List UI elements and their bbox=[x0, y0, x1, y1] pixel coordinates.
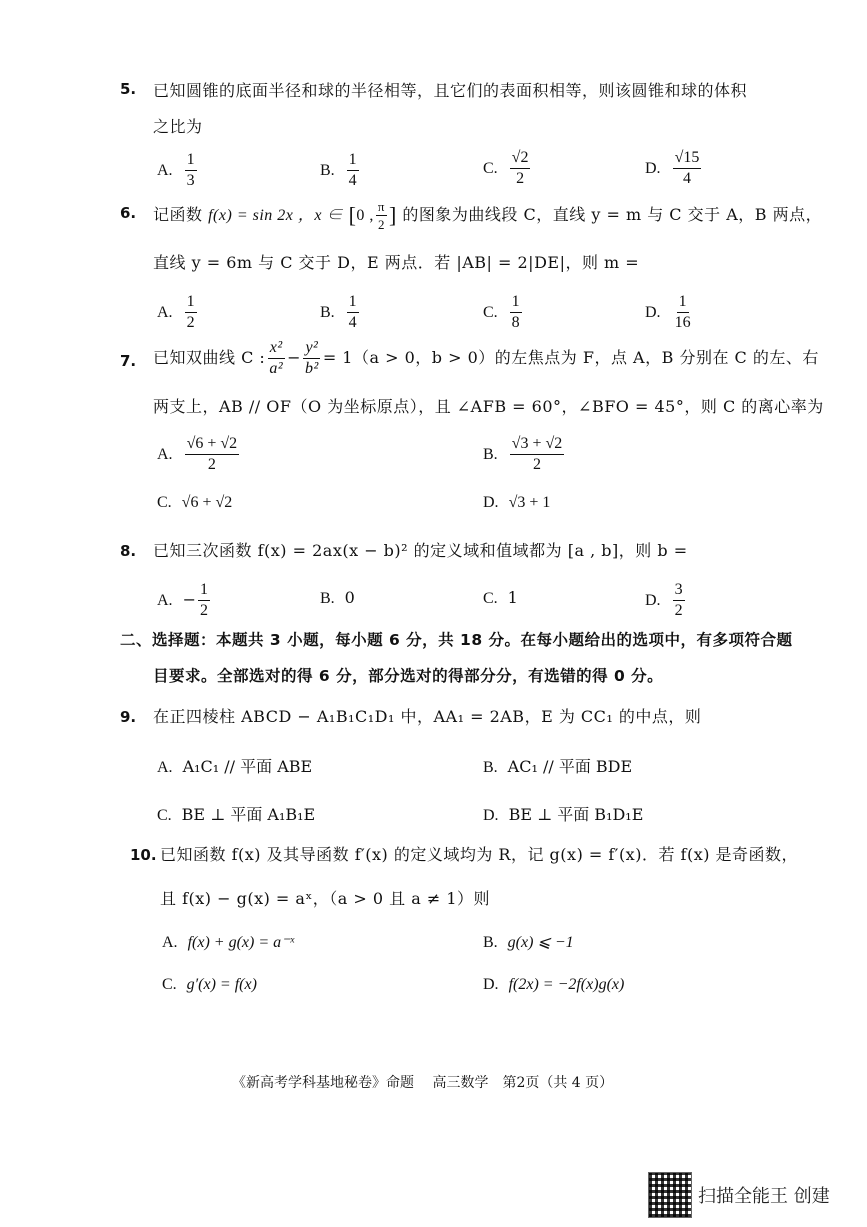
math-expression: f(x) = sin 2x ，x ∈ bbox=[208, 207, 343, 224]
question-text: 两支上，AB // OF（O 为坐标原点），且 ∠AFB = 60°，∠BFO = 45°，则 C 的离心率为 bbox=[153, 397, 824, 416]
question-text: 已知函数 f(x) 及其导函数 f′(x) 的定义域均为 R，记 g(x) = f′(x)．若 f(x) 是奇函数， bbox=[160, 845, 799, 864]
option-b[interactable] bbox=[483, 932, 574, 952]
question-text: 已知三次函数 f(x) = 2ax(x − b)² 的定义域和值域都为 [a , b]，则 b = bbox=[153, 541, 688, 560]
option-b[interactable] bbox=[320, 294, 361, 331]
option-b[interactable] bbox=[320, 588, 355, 608]
option-a[interactable] bbox=[157, 754, 312, 777]
option-text: √6 + √2 bbox=[181, 494, 233, 511]
numerator: 1 bbox=[677, 294, 689, 313]
question-text bbox=[153, 340, 819, 377]
option-a[interactable] bbox=[157, 152, 199, 189]
option-label: B. bbox=[320, 590, 335, 607]
option-label: B. bbox=[483, 759, 498, 776]
option-c[interactable] bbox=[483, 588, 518, 608]
option-label: D. bbox=[483, 807, 499, 824]
numerator: √6 + √2 bbox=[185, 436, 240, 455]
question-number: 9. bbox=[120, 708, 137, 726]
text-segment: = 1（a > 0，b > 0）的左焦点为 F，点 A，B 分别在 C 的左、右 bbox=[322, 348, 819, 367]
option-text: √3 + 1 bbox=[508, 494, 551, 511]
option-label: B. bbox=[483, 934, 498, 951]
option-text: 0 bbox=[344, 588, 355, 607]
option-label: C. bbox=[157, 494, 172, 511]
option-label: D. bbox=[483, 976, 499, 993]
option-d[interactable] bbox=[483, 802, 643, 825]
question-text: 在正四棱柱 ABCD − A₁B₁C₁D₁ 中，AA₁ = 2AB，E 为 CC₁ 的中点，则 bbox=[153, 707, 702, 726]
option-d[interactable] bbox=[645, 294, 695, 331]
qr-code-icon bbox=[648, 1172, 692, 1218]
numerator: 1 bbox=[347, 152, 359, 171]
question-number: 6. bbox=[120, 204, 137, 222]
option-label: C. bbox=[483, 304, 498, 321]
option-b[interactable] bbox=[483, 754, 632, 777]
option-label: C. bbox=[157, 807, 172, 824]
option-label: C. bbox=[162, 976, 177, 993]
option-label: D. bbox=[645, 304, 661, 321]
option-label: B. bbox=[483, 446, 498, 463]
denominator: 2 bbox=[207, 456, 216, 473]
question-number: 8. bbox=[120, 542, 137, 560]
denominator: 2 bbox=[532, 456, 541, 473]
option-text: f(2x) = −2f(x)g(x) bbox=[508, 976, 625, 993]
option-a[interactable] bbox=[162, 932, 294, 952]
option-label: A. bbox=[157, 304, 173, 321]
denominator: b² bbox=[305, 360, 319, 377]
option-text: AC₁ // 平面 BDE bbox=[507, 757, 633, 776]
watermark-text: 扫描全能王 创建 bbox=[698, 1186, 830, 1207]
question-number: 7. bbox=[120, 352, 137, 370]
numerator: √3 + √2 bbox=[510, 436, 565, 455]
question-text: 且 f(x) − g(x) = aˣ，（a > 0 且 a ≠ 1）则 bbox=[160, 889, 491, 908]
option-label: B. bbox=[320, 304, 335, 321]
option-label: B. bbox=[320, 162, 335, 179]
denominator: 3 bbox=[186, 172, 195, 189]
denominator: 2 bbox=[186, 314, 195, 331]
numerator: 1 bbox=[347, 294, 359, 313]
text-segment: 的图象为曲线段 C，直线 y = m 与 C 交于 A，B 两点， bbox=[402, 205, 823, 224]
option-label: A. bbox=[157, 592, 173, 609]
denominator: 2 bbox=[516, 170, 525, 187]
option-a[interactable] bbox=[157, 436, 241, 473]
denominator: 16 bbox=[674, 314, 691, 331]
question-number: 5. bbox=[120, 80, 137, 98]
option-label: C. bbox=[483, 160, 498, 177]
denominator: 4 bbox=[682, 170, 691, 187]
option-label: C. bbox=[483, 590, 498, 607]
option-c[interactable] bbox=[157, 802, 315, 825]
page-footer: 《新高考学科基地秘卷》命题 高三数学 第2页（共 4 页） bbox=[232, 1075, 614, 1091]
question-text: 之比为 bbox=[153, 117, 203, 136]
question-text: 已知圆锥的底面半径和球的半径相等，且它们的表面积相等，则该圆锥和球的体积 bbox=[153, 81, 748, 100]
numerator: y² bbox=[303, 340, 320, 359]
denominator: 8 bbox=[511, 314, 520, 331]
numerator: x² bbox=[268, 340, 285, 359]
option-c[interactable] bbox=[157, 492, 232, 512]
option-label: D. bbox=[483, 494, 499, 511]
numerator: 3 bbox=[673, 582, 685, 601]
minus-sign: − bbox=[182, 590, 196, 609]
option-d[interactable] bbox=[645, 582, 687, 619]
option-text: g′(x) = f(x) bbox=[186, 976, 257, 993]
option-a[interactable] bbox=[157, 294, 199, 331]
option-d[interactable] bbox=[645, 150, 703, 187]
text-segment: 已知双曲线 C : bbox=[153, 348, 266, 367]
denominator: a² bbox=[269, 360, 284, 377]
numerator: √15 bbox=[673, 150, 702, 169]
option-d[interactable] bbox=[483, 492, 550, 512]
option-text: 1 bbox=[507, 588, 518, 607]
question-text: 直线 y = 6m 与 C 交于 D，E 两点．若 |AB| = 2|DE|，则 m = bbox=[153, 253, 640, 272]
numerator: π bbox=[377, 199, 385, 214]
option-c[interactable] bbox=[483, 150, 532, 187]
option-c[interactable] bbox=[162, 974, 257, 994]
option-b[interactable] bbox=[320, 152, 361, 189]
option-label: D. bbox=[645, 160, 661, 177]
option-a[interactable] bbox=[157, 582, 212, 619]
option-label: A. bbox=[162, 934, 178, 951]
numerator: 1 bbox=[185, 152, 197, 171]
option-text: BE ⊥ 平面 A₁B₁E bbox=[181, 805, 316, 824]
denominator: 2 bbox=[199, 602, 208, 619]
numerator: 1 bbox=[185, 294, 197, 313]
option-text: A₁C₁ // 平面 ABE bbox=[182, 757, 313, 776]
minus-sign: − bbox=[287, 348, 302, 367]
option-text: f(x) + g(x) = a⁻ˣ bbox=[187, 934, 295, 951]
question-text: 记函数 f(x) = sin 2x ，x ∈ [0 , $\frac{\pi}{2}$ ] 的图象为曲线段 C，直线 y = m 与 C 交于 A，B 两点， bbox=[153, 199, 823, 232]
option-d[interactable] bbox=[483, 974, 624, 994]
denominator: 2 bbox=[674, 602, 683, 619]
option-label: A. bbox=[157, 446, 173, 463]
denominator: 2 bbox=[377, 217, 385, 232]
numerator: 1 bbox=[510, 294, 522, 313]
option-text: g(x) ⩽ −1 bbox=[507, 934, 574, 951]
option-label: A. bbox=[157, 759, 173, 776]
option-text: BE ⊥ 平面 B₁D₁E bbox=[508, 805, 644, 824]
denominator: 4 bbox=[348, 314, 357, 331]
section-heading: 二、选择题：本题共 3 小题，每小题 6 分，共 18 分。在每小题给出的选项中，有多项符合题 bbox=[120, 631, 793, 649]
text-segment: 记函数 bbox=[153, 205, 203, 224]
scanner-watermark bbox=[648, 1170, 848, 1218]
question-number: 10. bbox=[130, 846, 157, 864]
denominator: 4 bbox=[348, 172, 357, 189]
interval-start: 0 , bbox=[356, 207, 374, 224]
option-c[interactable] bbox=[483, 294, 524, 331]
option-label: D. bbox=[645, 592, 661, 609]
numerator: √2 bbox=[510, 150, 531, 169]
section-heading: 目要求。全部选对的得 6 分，部分选对的得部分分，有选错的得 0 分。 bbox=[153, 667, 664, 685]
option-b[interactable] bbox=[483, 436, 566, 473]
numerator: 1 bbox=[198, 582, 210, 601]
option-label: A. bbox=[157, 162, 173, 179]
